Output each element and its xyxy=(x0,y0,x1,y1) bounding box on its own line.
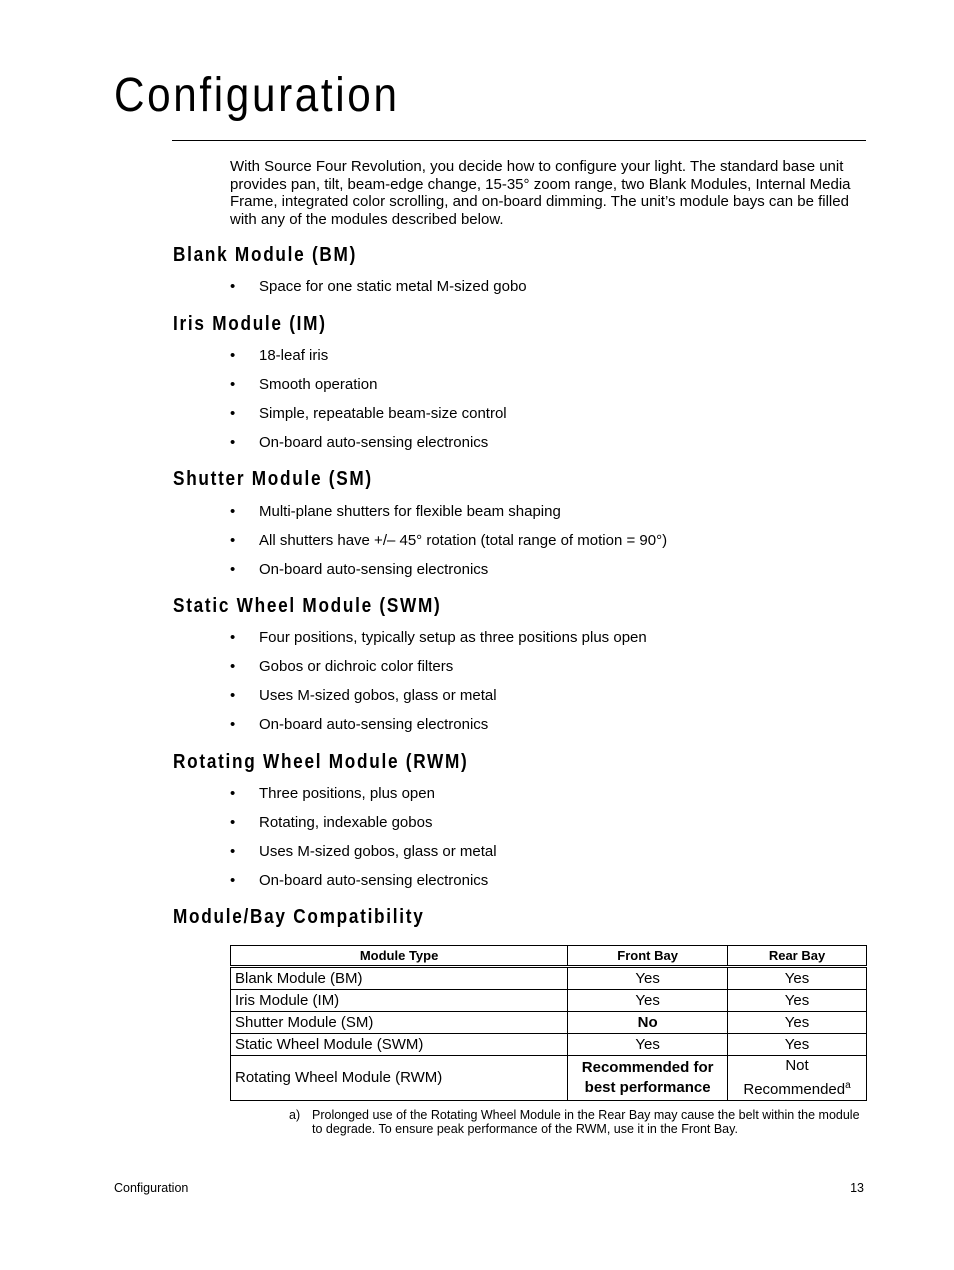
table-row xyxy=(231,1056,867,1101)
footnote-reference: a xyxy=(845,1080,851,1091)
table-cell: Yes xyxy=(728,1034,867,1056)
page-number: 13 xyxy=(850,1181,864,1195)
bullet-icon: • xyxy=(230,532,236,549)
bullet-icon: • xyxy=(230,629,236,646)
table-row xyxy=(231,967,867,990)
list-item: • Four positions, typically setup as three positions plus open xyxy=(230,629,647,646)
heading-module-bay-compatibility: Module/Bay Compatibility xyxy=(173,906,425,928)
intro-paragraph: With Source Four Revolution, you decide how to configure your light. The standard base unit provides pan, tilt, beam-edge change, 15-35° zoom range, two Blank Modules, Internal Media Frame, integrated color scrolling, and on-board dimming. The unit’s module bays can be filled with any of the modules described below. xyxy=(230,158,851,228)
table-cell: Yes xyxy=(568,1034,728,1056)
bullet-icon: • xyxy=(230,278,236,295)
compatibility-table xyxy=(230,945,867,1101)
column-header-rear-bay: Rear Bay xyxy=(728,946,867,967)
list-item: • On-board auto-sensing electronics xyxy=(230,561,489,578)
table-row xyxy=(231,1034,867,1056)
heading-blank-module: Blank Module (BM) xyxy=(173,244,358,266)
bullet-icon: • xyxy=(230,872,236,889)
table-cell: Yes xyxy=(728,1012,867,1034)
heading-iris-module: Iris Module (IM) xyxy=(173,313,327,335)
table-cell: Yes xyxy=(568,967,728,990)
list-item: • 18-leaf iris xyxy=(230,347,329,364)
bullet-icon: • xyxy=(230,716,236,733)
table-header-row xyxy=(231,946,867,967)
table-cell: Static Wheel Module (SWM) xyxy=(231,1034,568,1056)
list-item: • On-board auto-sensing electronics xyxy=(230,716,489,733)
bullet-icon: • xyxy=(230,687,236,704)
list-item: • Uses M-sized gobos, glass or metal xyxy=(230,843,497,860)
bullet-icon: • xyxy=(230,347,236,364)
table-cell: Recommended for best performance xyxy=(568,1056,728,1101)
page-title: Configuration xyxy=(114,69,400,122)
list-item: • On-board auto-sensing electronics xyxy=(230,434,489,451)
bullet-icon: • xyxy=(230,843,236,860)
table-cell: No xyxy=(568,1012,728,1034)
list-item: • Multi-plane shutters for flexible beam shaping xyxy=(230,503,561,520)
table-cell: Rotating Wheel Module (RWM) xyxy=(231,1056,568,1101)
table-cell: Yes xyxy=(568,990,728,1012)
table-cell xyxy=(728,1056,867,1101)
table-cell: Iris Module (IM) xyxy=(231,990,568,1012)
table-cell: Blank Module (BM) xyxy=(231,967,568,990)
bullet-icon: • xyxy=(230,785,236,802)
bullet-icon: • xyxy=(230,434,236,451)
list-item: • Smooth operation xyxy=(230,376,378,393)
table-cell: Yes xyxy=(728,967,867,990)
list-item: • Uses M-sized gobos, glass or metal xyxy=(230,687,497,704)
bullet-icon: • xyxy=(230,814,236,831)
bullet-icon: • xyxy=(230,658,236,675)
bullet-icon: • xyxy=(230,561,236,578)
footnote-mark: a) xyxy=(289,1108,301,1122)
table-row xyxy=(231,1012,867,1034)
table-cell: Shutter Module (SM) xyxy=(231,1012,568,1034)
table-row xyxy=(231,990,867,1012)
footnote-text: Prolonged use of the Rotating Wheel Module in the Rear Bay may cause the belt within the module to degrade. To ensure peak performance of the RWM, use it in the Front Bay. xyxy=(312,1108,860,1136)
column-header-module-type: Module Type xyxy=(231,946,568,967)
title-divider xyxy=(172,140,866,141)
list-item: • On-board auto-sensing electronics xyxy=(230,872,489,889)
heading-shutter-module: Shutter Module (SM) xyxy=(173,468,373,490)
list-item: • Three positions, plus open xyxy=(230,785,435,802)
bullet-icon: • xyxy=(230,376,236,393)
list-item: • Space for one static metal M-sized gobo xyxy=(230,278,527,295)
heading-rotating-wheel-module: Rotating Wheel Module (RWM) xyxy=(173,751,469,773)
not-recommended-text: Not Recommended xyxy=(743,1057,846,1098)
list-item: • All shutters have +/– 45° rotation (total range of motion = 90°) xyxy=(230,532,668,549)
list-item: • Simple, repeatable beam-size control xyxy=(230,405,507,422)
table-footnote xyxy=(289,1108,869,1136)
list-item: • Gobos or dichroic color filters xyxy=(230,658,454,675)
heading-static-wheel-module: Static Wheel Module (SWM) xyxy=(173,595,442,617)
bullet-icon: • xyxy=(230,405,236,422)
table-cell: Yes xyxy=(728,990,867,1012)
bullet-icon: • xyxy=(230,503,236,520)
list-item: • Rotating, indexable gobos xyxy=(230,814,433,831)
footer-section-title: Configuration xyxy=(114,1181,189,1195)
column-header-front-bay: Front Bay xyxy=(568,946,728,967)
